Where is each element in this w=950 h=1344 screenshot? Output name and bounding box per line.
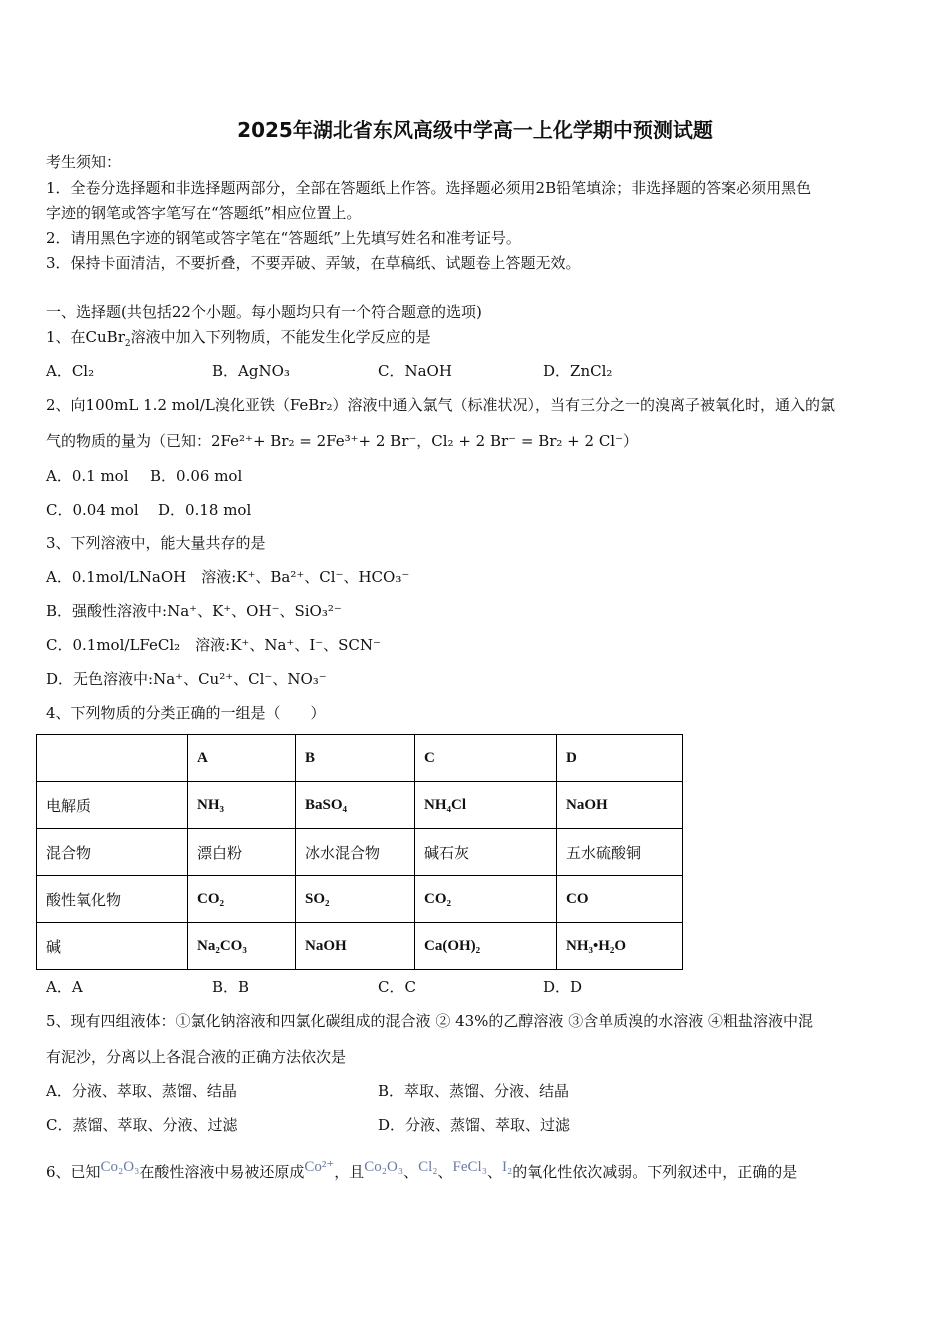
notice-line: 3．保持卡面清洁，不要折叠，不要弄破、弄皱，在草稿纸、试题卷上答题无效。	[46, 254, 581, 272]
q3-option-c[interactable]: C．0.1mol/LFeCl₂ 溶液:K⁺、Na⁺、I⁻、SCN⁻	[46, 636, 381, 654]
question-3-stem: 3、下列溶液中，能大量共存的是	[46, 534, 266, 552]
stem-text: 在酸性溶液中易被还原成	[139, 1163, 305, 1181]
table-row	[37, 829, 683, 876]
q1-option-b[interactable]: B．AgNO₃	[212, 362, 290, 380]
formula-image: I₂	[501, 1159, 513, 1175]
table-cell: NaOH	[296, 923, 415, 970]
question-2-line: 2、向100mL 1.2 mol/L溴化亚铁（FeBr₂）溶液中通入氯气（标准状况），当有三分之一的溴离子被氧化时，通入的氯	[46, 396, 835, 414]
q1-option-a[interactable]: A．Cl₂	[46, 362, 95, 380]
q4-option-b[interactable]: B．B	[212, 978, 250, 996]
q3-option-d[interactable]: D．无色溶液中:Na⁺、Cu²⁺、Cl⁻、NO₃⁻	[46, 670, 327, 688]
question-5-line: 5、现有四组液体：①氯化钠溶液和四氯化碳组成的混合液 ② 43%的乙醇溶液 ③含单质溴的水溶液 ④粗盐溶液中混	[46, 1012, 813, 1030]
table-row-label: 电解质	[37, 782, 188, 829]
q1-option-c[interactable]: C．NaOH	[378, 362, 452, 380]
separator: 、	[437, 1163, 453, 1181]
table-cell: 冰水混合物	[296, 829, 415, 876]
q5-option-b[interactable]: B．萃取、蒸馏、分液、结晶	[378, 1082, 570, 1100]
page-title: 2025年湖北省东风高级中学高一上化学期中预测试题	[237, 118, 713, 142]
table-cell: BaSO₄	[296, 782, 415, 829]
q3-option-b[interactable]: B．强酸性溶液中:Na⁺、K⁺、OH⁻、SiO₃²⁻	[46, 602, 342, 620]
table-header-cell: A	[188, 735, 296, 782]
stem-text: 6、已知	[46, 1163, 101, 1181]
separator: 、	[403, 1163, 419, 1181]
table-row-label: 混合物	[37, 829, 188, 876]
formula-image: Co²⁺	[304, 1159, 335, 1175]
table-row-label: 酸性氧化物	[37, 876, 188, 923]
formula-image: Cl₂	[418, 1159, 438, 1175]
q4-option-d[interactable]: D．D	[543, 978, 583, 996]
q3-option-a[interactable]: A．0.1mol/LNaOH 溶液:K⁺、Ba²⁺、Cl⁻、HCO₃⁻	[46, 568, 410, 586]
q5-option-a[interactable]: A．分液、萃取、蒸馏、结晶	[46, 1082, 237, 1100]
question-2-line: 气的物质的量为（已知：2Fe²⁺+ Br₂ = 2Fe³⁺+ 2 Br⁻，Cl₂ + 2 Br⁻ = Br₂ + 2 Cl⁻）	[46, 432, 639, 450]
q5-option-d[interactable]: D．分液、蒸馏、萃取、过滤	[378, 1116, 571, 1134]
table-cell: Na₂CO₃	[188, 923, 296, 970]
table-cell	[37, 735, 188, 782]
q4-option-c[interactable]: C．C	[378, 978, 416, 996]
notice-line: 2．请用黑色字迹的钢笔或答字笔在“答题纸”上先填写姓名和准考证号。	[46, 229, 521, 247]
table-cell: 碱石灰	[415, 829, 557, 876]
q2-option-a[interactable]: A．0.1 mol	[46, 467, 129, 485]
table-cell: 五水硫酸铜	[557, 829, 683, 876]
formula-image: FeCl₃	[452, 1159, 487, 1175]
table-cell: NaOH	[557, 782, 683, 829]
table-cell: Ca(OH)₂	[415, 923, 557, 970]
table-cell: NH₃	[188, 782, 296, 829]
table-cell: NH₄Cl	[415, 782, 557, 829]
q5-option-c[interactable]: C．蒸馏、萃取、分液、过滤	[46, 1116, 238, 1134]
table-header-cell: B	[296, 735, 415, 782]
table-cell: CO₂	[188, 876, 296, 923]
question-6-stem	[46, 1159, 798, 1183]
q2-option-b[interactable]: B．0.06 mol	[150, 467, 243, 485]
table-header-cell: D	[557, 735, 683, 782]
question-5-line: 有泥沙，分离以上各混合液的正确方法依次是	[46, 1048, 347, 1066]
notice-line: 字迹的钢笔或答字笔写在“答题纸”相应位置上。	[46, 204, 362, 222]
stem-text: ，且	[334, 1163, 365, 1181]
question-1-stem	[46, 327, 431, 347]
table-row	[37, 876, 683, 923]
q4-option-a[interactable]: A．A	[46, 978, 83, 996]
table-cell: CO₂	[415, 876, 557, 923]
q1-option-d[interactable]: D．ZnCl₂	[543, 362, 613, 380]
table-row-label: 碱	[37, 923, 188, 970]
table-row	[37, 735, 683, 782]
separator: 、	[486, 1163, 502, 1181]
stem-text: 的氧化性依次减弱。下列叙述中，正确的是	[512, 1163, 798, 1181]
notice-heading: 考生须知：	[46, 153, 122, 171]
formula-image: Co₂O₃	[364, 1159, 404, 1175]
q2-option-c[interactable]: C．0.04 mol	[46, 501, 139, 519]
classification-table	[36, 734, 683, 970]
notice-line: 1．全卷分选择题和非选择题两部分，全部在答题纸上作答。选择题必须用2B铅笔填涂；非选择题的答案必须用黑色	[46, 179, 812, 197]
table-row	[37, 782, 683, 829]
table-header-cell: C	[415, 735, 557, 782]
stem-text: 1、在CuBr	[46, 328, 125, 346]
table-cell: CO	[557, 876, 683, 923]
table-row	[37, 923, 683, 970]
subscript: 2	[124, 339, 131, 349]
stem-text: 溶液中加入下列物质，不能发生化学反应的是	[130, 328, 431, 346]
formula-image: Co₂O₃	[100, 1159, 140, 1175]
question-4-stem: 4、下列物质的分类正确的一组是（ ）	[46, 704, 326, 722]
table-cell: 漂白粉	[188, 829, 296, 876]
q2-option-d[interactable]: D．0.18 mol	[158, 501, 252, 519]
section-heading: 一、选择题(共包括22个小题。每小题均只有一个符合题意的选项)	[46, 303, 482, 321]
table-cell: NH₃•H₂O	[557, 923, 683, 970]
table-cell: SO₂	[296, 876, 415, 923]
